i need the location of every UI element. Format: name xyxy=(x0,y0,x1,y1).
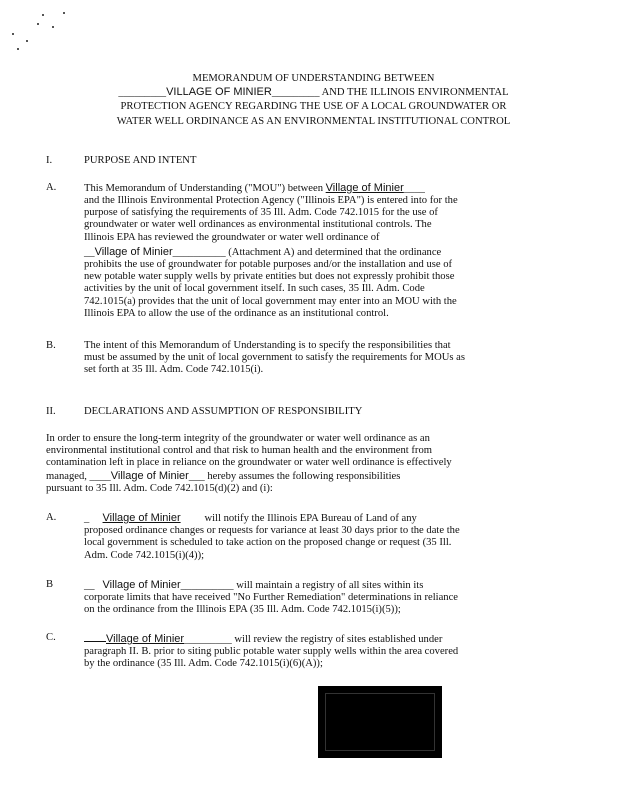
paragraph-line: paragraph II. B. prior to siting public potable water supply wells within the area covered xyxy=(84,646,459,658)
section-1a-line-6 xyxy=(84,246,441,259)
section-2-intro xyxy=(46,433,452,495)
line-text: This Memorandum of Understanding ("MOU") between xyxy=(84,183,324,194)
paragraph-line xyxy=(84,579,458,592)
line-text: ___ hereby assumes the following responsibilities xyxy=(188,470,401,482)
item-a-para xyxy=(84,512,460,562)
party-name-fill: Village of Minier xyxy=(94,246,173,258)
party-name-fill: Village of Minier xyxy=(102,579,181,591)
line-text: managed, ____ xyxy=(46,470,111,482)
blank-line xyxy=(84,632,106,642)
paragraph-line: activities by the unit of local government itself. In such cases, 35 Ill. Adm. Code xyxy=(84,283,425,295)
party-name-fill: Village of Minier xyxy=(110,469,189,482)
paragraph-line: contamination left in place in reliance on the groundwater or water well ordinance is effectively xyxy=(46,457,452,469)
section-1-number: I. xyxy=(46,155,53,166)
paragraph-line: groundwater or water well ordinances as environmental institutional controls. The xyxy=(84,219,432,231)
blank: _ xyxy=(84,513,90,524)
paragraph-line: and the Illinois Environmental Protection Agency ("Illinois EPA") is entered into for the xyxy=(84,195,458,206)
paragraph-line: purpose of satisfying the requirements of 35 Ill. Adm. Code 742.1015 for the use of xyxy=(84,207,438,219)
paragraph-line: corporate limits that have received "No Further Remediation" determinations in reliance xyxy=(84,592,459,604)
blank: _________ xyxy=(118,87,167,98)
paragraph-line: Adm. Code 742.1015(i)(4)); xyxy=(84,549,205,561)
paragraph-line: Illinois EPA has reviewed the groundwater or water well ordinance of xyxy=(84,231,380,243)
line-text: _________ will review the registry of sites established under xyxy=(184,634,443,645)
line-text: will notify the Illinois EPA Bureau of Land of any xyxy=(204,513,417,524)
scan-speck xyxy=(52,26,54,28)
paragraph-line: 742.1015(a) provides that the unit of local government may enter into an MOU with the xyxy=(84,295,457,307)
blank: __ xyxy=(84,580,95,591)
item-a-label: A. xyxy=(46,512,57,523)
paragraph-line xyxy=(46,470,452,483)
scan-speck xyxy=(12,33,14,35)
item-c-para xyxy=(84,632,458,671)
paragraph-line: environmental institutional control and that risk to human health and the environment from xyxy=(46,445,432,457)
section-2-heading: DECLARATIONS AND ASSUMPTION OF RESPONSIBILITY xyxy=(84,406,363,417)
title-line-2 xyxy=(0,86,627,99)
paragraph-line: proposed ordinance changes or requests for variance at least 30 days prior to the date the xyxy=(84,525,460,537)
scan-speck xyxy=(26,40,28,42)
paragraph-line: local government is scheduled to take action on the proposed change or request (35 Ill. xyxy=(84,537,452,549)
paragraph-line: on the ordinance from the Illinois EPA (35 Ill. Adm. Code 742.1015(i)(5)); xyxy=(84,604,401,616)
line-text: __________ will maintain a registry of all sites within its xyxy=(180,580,424,591)
section-1b-label: B. xyxy=(46,340,56,351)
line-text: __________ (Attachment A) and determined that the ordinance xyxy=(172,247,442,258)
paragraph-line: prohibits the use of groundwater for potable purposes and/or the installation and use of xyxy=(84,259,453,270)
scan-speck xyxy=(17,48,19,50)
section-1-heading: PURPOSE AND INTENT xyxy=(84,155,197,166)
redaction-block xyxy=(318,686,442,758)
scan-speck xyxy=(63,12,65,14)
item-b-label: B xyxy=(46,579,54,590)
title-line-4: WATER WELL ORDINANCE AS AN ENVIRONMENTAL INSTITUTIONAL CONTROL xyxy=(116,116,511,127)
paragraph-line xyxy=(84,512,460,525)
item-c-label: C. xyxy=(46,632,56,643)
title-line-3: PROTECTION AGENCY REGARDING THE USE OF A LOCAL GROUNDWATER OR xyxy=(120,101,507,112)
blank: __ xyxy=(84,247,95,258)
redaction-inner-border xyxy=(325,693,435,751)
party-name-fill: Village of Minier xyxy=(102,512,181,524)
party-name-fill: Village of Minier xyxy=(325,182,404,194)
paragraph-line: Illinois EPA to allow the use of the ordinance as an institutional control. xyxy=(84,307,389,319)
blank: ____ xyxy=(403,183,425,194)
section-2-number: II. xyxy=(46,406,56,417)
paragraph-line: pursuant to 35 Ill. Adm. Code 742.1015(d)(2) and (i): xyxy=(46,482,273,494)
section-1a-para-end xyxy=(84,259,457,320)
section-1a-label: A. xyxy=(46,182,57,193)
paragraph-line: by the ordinance (35 Ill. Adm. Code 742.1015(i)(6)(A)); xyxy=(84,658,323,670)
title-line-1: MEMORANDUM OF UNDERSTANDING BETWEEN xyxy=(192,73,435,84)
paragraph-line: In order to ensure the long-term integrity of the groundwater or water well ordinance as an xyxy=(46,433,430,444)
paragraph-line: must be assumed by the unit of local government to satisfy the requirements for MOUs as xyxy=(84,352,466,364)
paragraph-line: set forth at 35 Ill. Adm. Code 742.1015(i). xyxy=(84,364,264,376)
paragraph-line: The intent of this Memorandum of Understanding is to specify the responsibilities that xyxy=(84,340,451,351)
section-1a-para-mid xyxy=(84,195,458,244)
title-line-2-text: _________ AND THE ILLINOIS ENVIRONMENTAL xyxy=(271,87,509,98)
scan-speck xyxy=(42,14,44,16)
party-name-fill: VILLAGE OF MINIER xyxy=(166,86,272,98)
paragraph-line: new potable water supply wells by private entities but does not expressly prohibit those xyxy=(84,271,455,283)
paragraph-line xyxy=(84,632,458,646)
scan-speck xyxy=(37,23,39,25)
section-1b-para xyxy=(84,340,465,377)
party-name-fill: Village of Minier xyxy=(106,633,185,645)
section-1a-line-1 xyxy=(84,182,425,195)
item-b-para xyxy=(84,579,458,617)
